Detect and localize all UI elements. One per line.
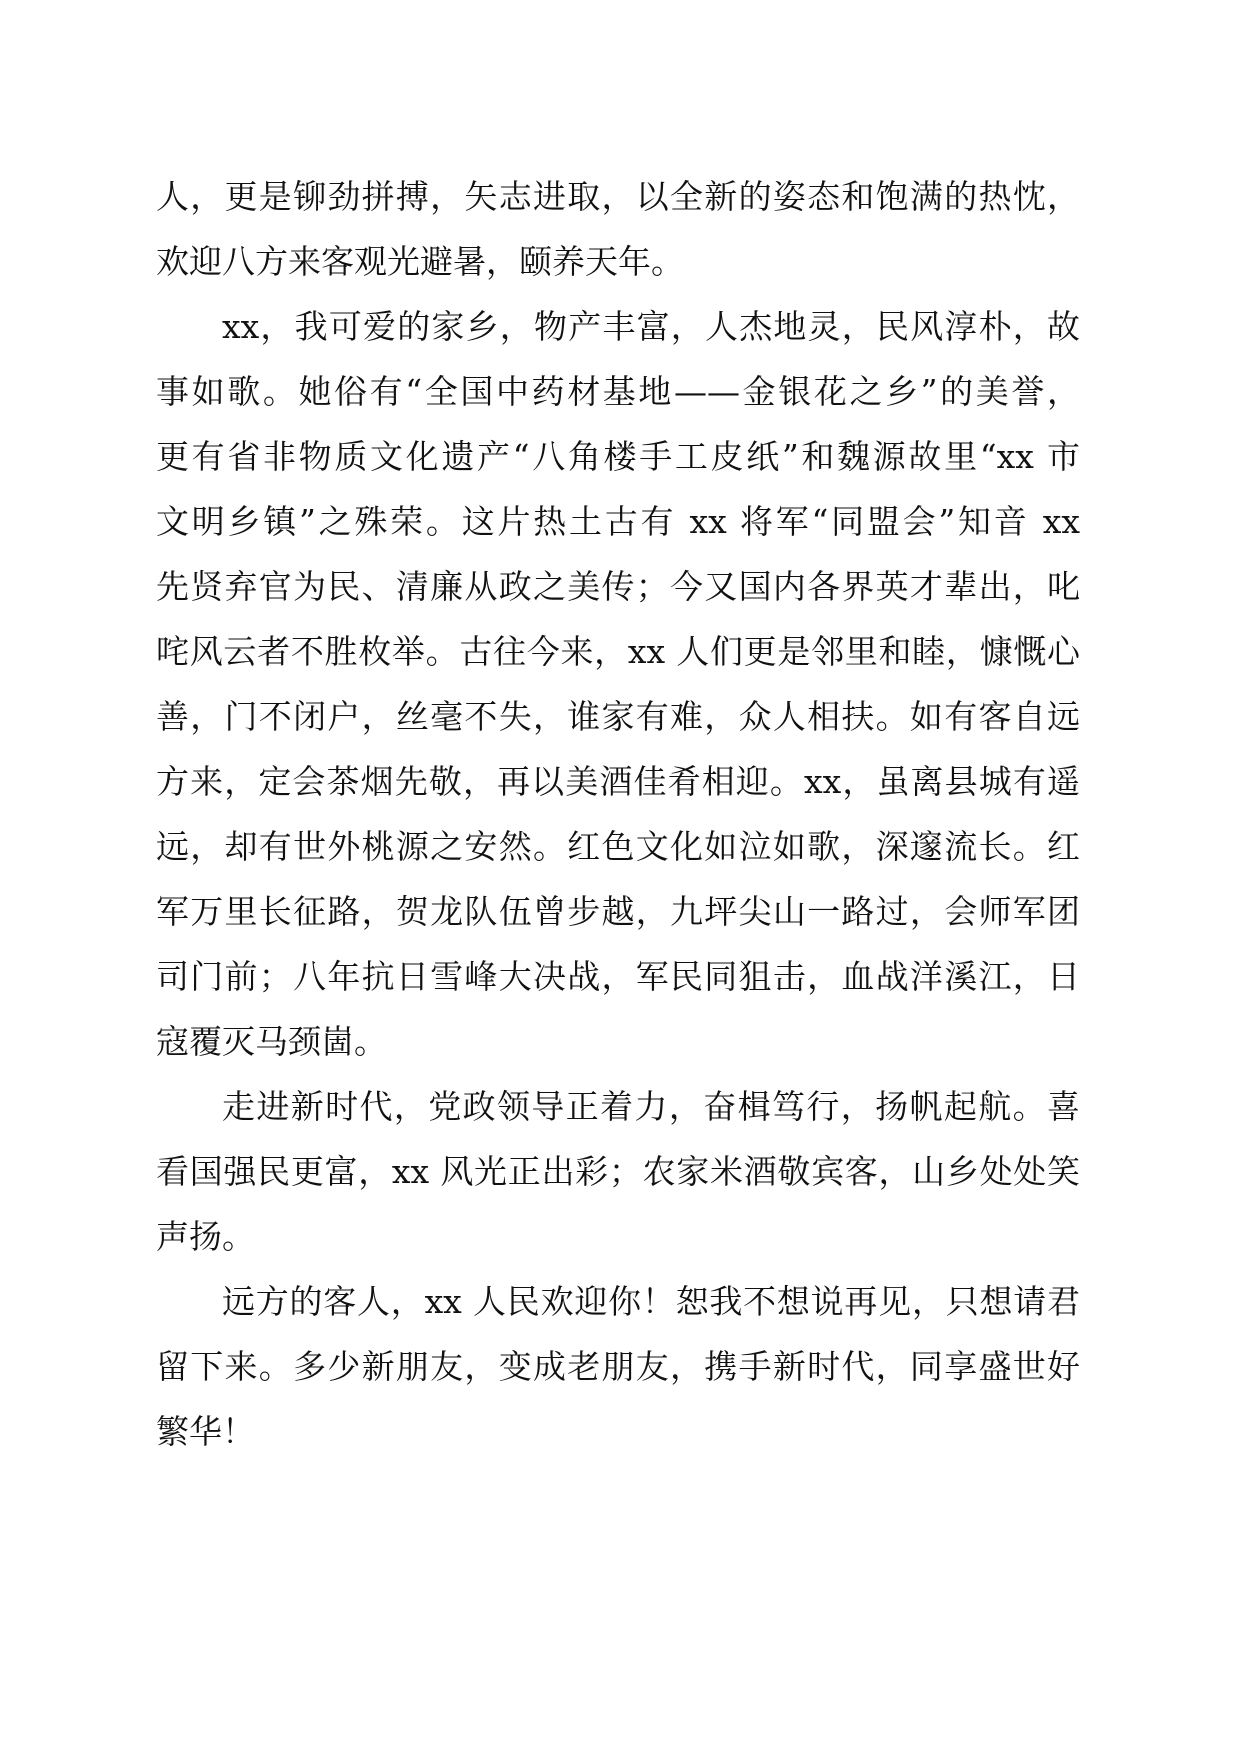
text-line: xx，我可爱的家乡，物产丰富，人杰地灵，民风淳朴，故: [222, 307, 1080, 346]
text-line: 文明乡镇”之殊荣。这片热土古有 xx 将军“同盟会”知音 xx: [156, 502, 1080, 541]
text-line: 更有省非物质文化遗产“八角楼手工皮纸”和魏源故里“xx 市: [156, 437, 1080, 476]
paragraph: [156, 1269, 1080, 1464]
paragraph: [156, 164, 1080, 294]
text-line: 寇覆灭马颈崮。: [156, 1022, 387, 1061]
text-line: 人，更是铆劲拼搏，矢志进取，以全新的姿态和饱满的热忱，: [156, 177, 1080, 216]
text-line: 方来，定会茶烟先敬，再以美酒佳肴相迎。xx，虽离县城有遥: [156, 762, 1080, 801]
text-line: 留下来。多少新朋友，变成老朋友，携手新时代，同享盛世好: [156, 1347, 1080, 1386]
text-line: 声扬。: [156, 1217, 255, 1256]
text-line: 繁华！: [156, 1412, 255, 1451]
text-line: 咤风云者不胜枚举。古往今来，xx 人们更是邻里和睦，慷慨心: [156, 632, 1080, 671]
text-line: 事如歌。她俗有“全国中药材基地——金银花之乡”的美誉，: [156, 372, 1080, 411]
text-line: 远，却有世外桃源之安然。红色文化如泣如歌，深邃流长。红: [156, 827, 1080, 866]
text-line: 看国强民更富，xx 风光正出彩；农家米酒敬宾客，山乡处处笑: [156, 1152, 1080, 1191]
text-line: 欢迎八方来客观光避暑，颐养天年。: [156, 242, 684, 281]
paragraph: [156, 1074, 1080, 1269]
text-line: 司门前；八年抗日雪峰大决战，军民同狙击，血战洋溪江，日: [156, 957, 1080, 996]
text-line: 先贤弃官为民、清廉从政之美传；今又国内各界英才辈出，叱: [156, 567, 1080, 606]
text-line: 军万里长征路，贺龙队伍曾步越，九坪尖山一路过，会师军团: [156, 892, 1080, 931]
paragraph: [156, 294, 1080, 1074]
text-line: 走进新时代，党政领导正着力，奋楫笃行，扬帆起航。喜: [222, 1087, 1080, 1126]
document-body: [156, 164, 1080, 1464]
text-line: 远方的客人，xx 人民欢迎你！恕我不想说再见，只想请君: [222, 1282, 1080, 1321]
text-line: 善，门不闭户，丝毫不失，谁家有难，众人相扶。如有客自远: [156, 697, 1080, 736]
